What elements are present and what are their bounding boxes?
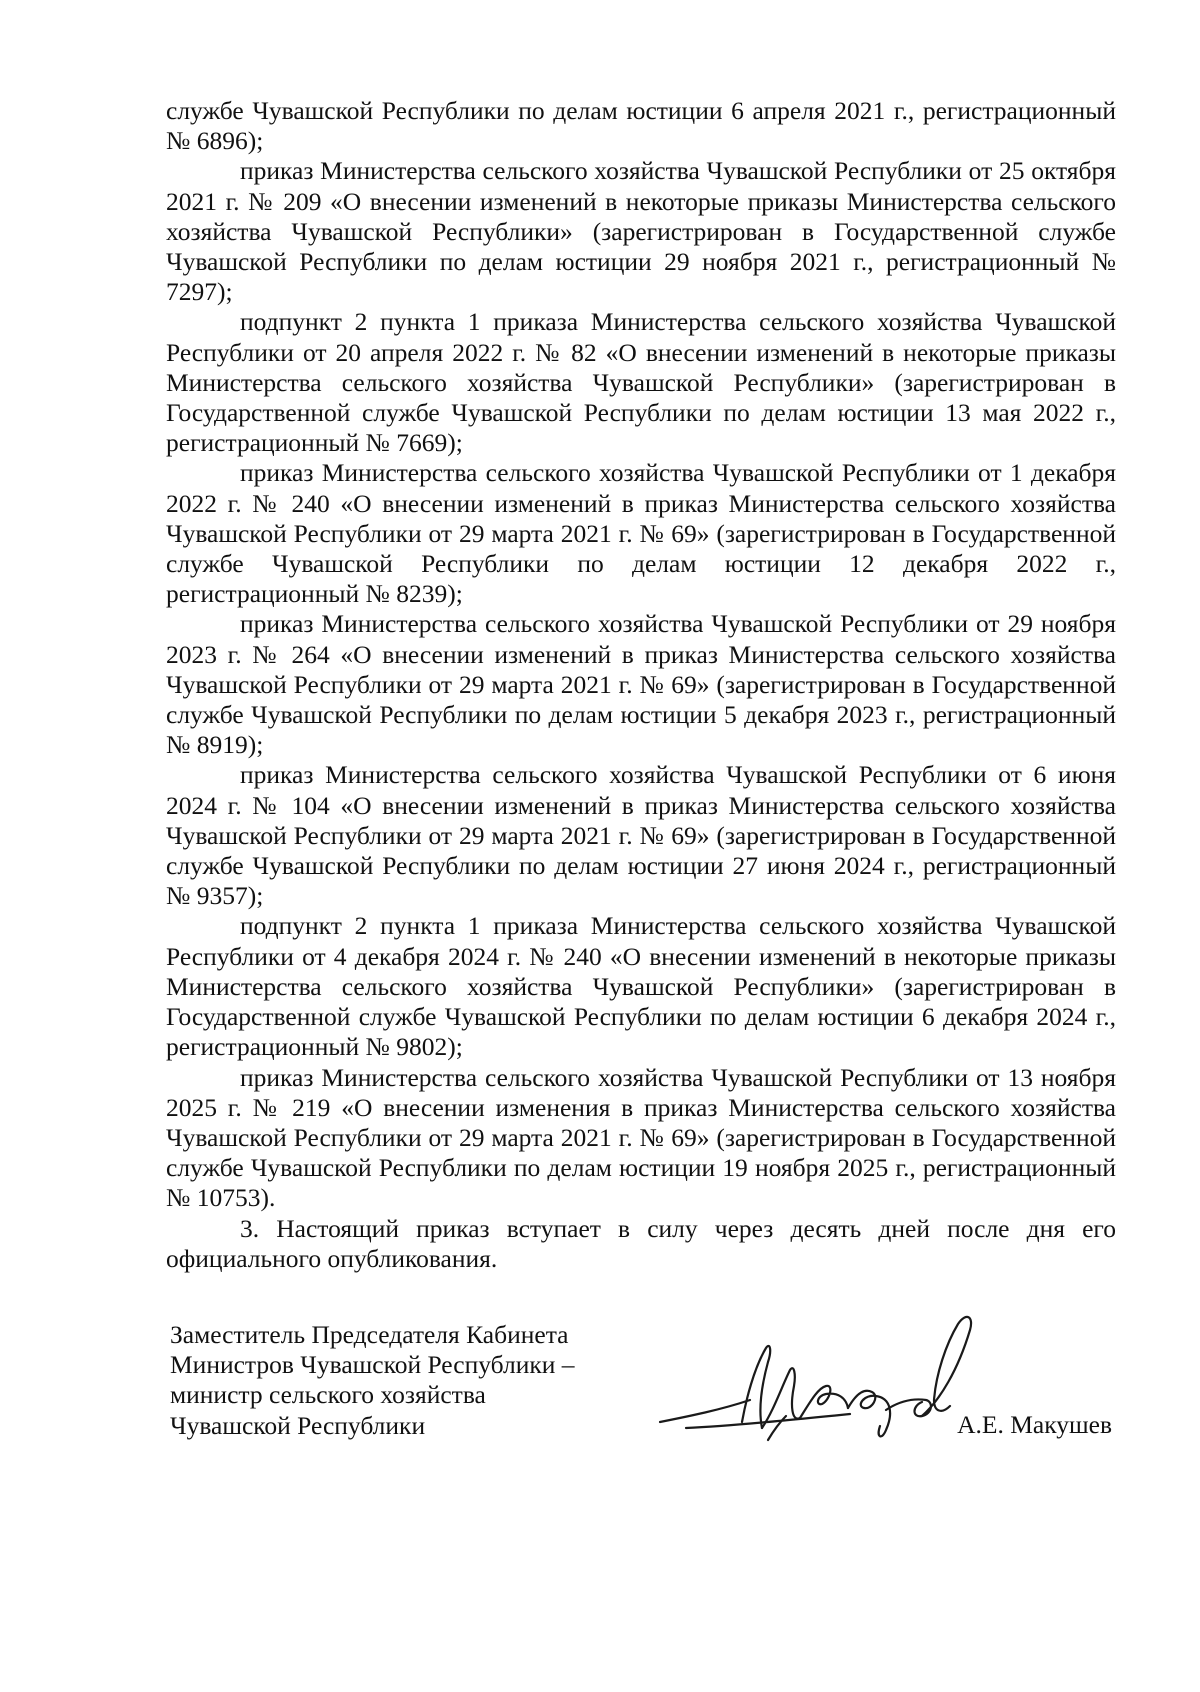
paragraph-order-264: приказ Министерства сельского хозяйства Чувашской Республики от 29 ноября 2023 г. № 264 «О внесении изменений в приказ Министерства сельского хозяйства Чувашской Республики от 29 марта 2021 г. № 69» (зарегистрирован в Государственной службе Чувашской Республики по делам юстиции 5 декабря 2023 г., регистрационный № 8919); — [166, 609, 1116, 760]
signer-position — [170, 1320, 630, 1441]
paragraph-order-240-2022: приказ Министерства сельского хозяйства Чувашской Республики от 1 декабря 2022 г. № 240 «О внесении изменений в приказ Министерства сельского хозяйства Чувашской Республики от 29 марта 2021 г. № 69» (зарегистрирован в Государственной службе Чувашской Республики по делам юстиции 12 декабря 2022 г., регистрационный № 8239); — [166, 458, 1116, 609]
handwritten-signature-icon — [650, 1290, 980, 1450]
paragraph-order-240-2024: подпункт 2 пункта 1 приказа Министерства сельского хозяйства Чувашской Республики от 4 декабря 2024 г. № 240 «О внесении изменений в некоторые приказы Министерства сельского хозяйства Чувашской Республики» (зарегистрирован в Государственной службе Чувашской Республики по делам юстиции 6 декабря 2024 г., регистрационный № 9802); — [166, 911, 1116, 1062]
paragraph-order-209: приказ Министерства сельского хозяйства Чувашской Республики от 25 октября 2021 г. № 209 «О внесении изменений в некоторые приказы Министерства сельского хозяйства Чувашской Республики» (зарегистрирован в Государственной службе Чувашской Республики по делам юстиции 29 ноября 2021 г., регистрационный № 7297); — [166, 156, 1116, 307]
paragraph-effective-date: 3. Настоящий приказ вступает в силу через десять дней после дня его официального опубликования. — [166, 1213, 1116, 1273]
signer-name: А.Е. Макушев — [957, 1410, 1112, 1439]
signer-position-line: Заместитель Председателя Кабинета — [170, 1320, 569, 1349]
paragraph-order-82: подпункт 2 пункта 1 приказа Министерства сельского хозяйства Чувашской Республики от 20 апреля 2022 г. № 82 «О внесении изменений в некоторые приказы Министерства сельского хозяйства Чувашской Республики» (зарегистрирован в Государственной службе Чувашской Республики по делам юстиции 13 мая 2022 г., регистрационный № 7669); — [166, 307, 1116, 458]
paragraph-order-219: приказ Министерства сельского хозяйства Чувашской Республики от 13 ноября 2025 г. № 219 «О внесении изменения в приказ Министерства сельского хозяйства Чувашской Республики от 29 марта 2021 г. № 69» (зарегистрирован в Государственной службе Чувашской Республики по делам юстиции 19 ноября 2025 г., регистрационный № 10753). — [166, 1062, 1116, 1213]
signer-position-line: Министров Чувашской Республики – — [170, 1350, 575, 1380]
paragraph-continuation: службе Чувашской Республики по делам юстиции 6 апреля 2021 г., регистрационный № 6896); — [166, 96, 1116, 156]
document-body — [166, 96, 1116, 1274]
signer-position-line: министр сельского хозяйства — [170, 1380, 486, 1410]
paragraph-order-104: приказ Министерства сельского хозяйства Чувашской Республики от 6 июня 2024 г. № 104 «О внесении изменений в приказ Министерства сельского хозяйства Чувашской Республики от 29 марта 2021 г. № 69» (зарегистрирован в Государственной службе Чувашской Республики по делам юстиции 27 июня 2024 г., регистрационный № 9357); — [166, 760, 1116, 911]
signature-block — [170, 1320, 1120, 1470]
signer-position-line: Чувашской Республики — [170, 1410, 426, 1440]
